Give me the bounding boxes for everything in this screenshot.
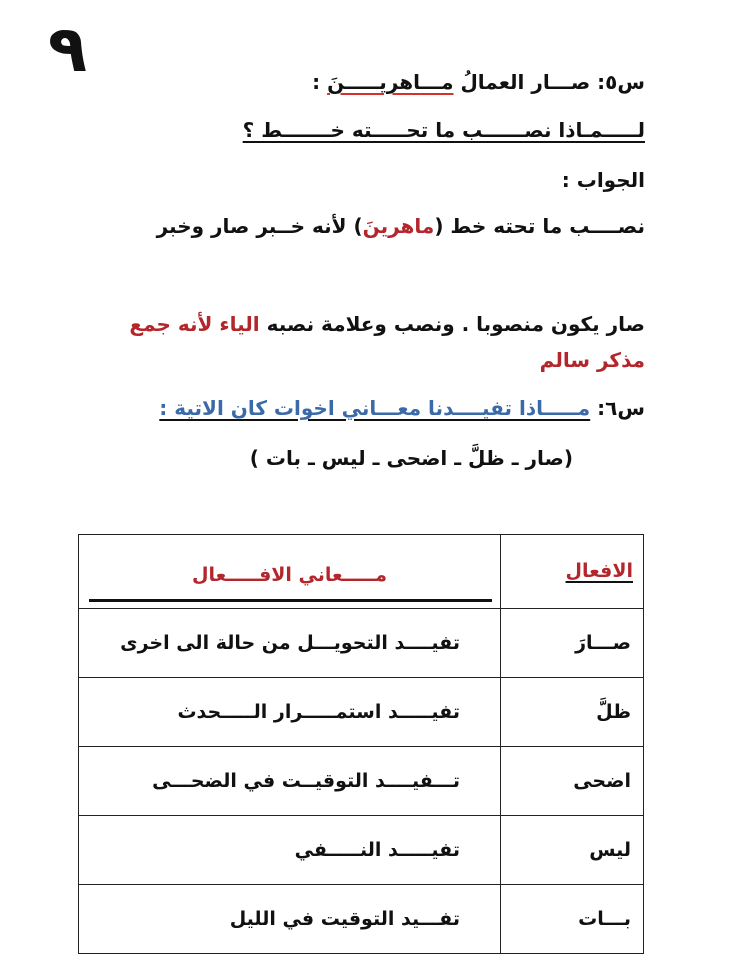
- verb-cell: ليس: [501, 816, 644, 885]
- meanings-column-header: [79, 535, 501, 609]
- header-rule: [89, 599, 492, 602]
- meaning-cell: تفـــيد التوقيت في الليل: [79, 885, 501, 954]
- answer-line-2-start: صار يكون منصوبا . ونصب وعلامة نصبه: [259, 312, 645, 336]
- verbs-header-label: الافعال: [565, 559, 633, 582]
- table-row: [79, 885, 644, 954]
- question-6-line: [159, 396, 645, 420]
- meaning-cell: تفيــــد التحويـــل من حالة الى اخرى: [79, 609, 501, 678]
- meaning-cell: تـــفيــــد التوقيــت في الضحـــى: [79, 747, 501, 816]
- answer-highlight-word: ماهرينَ: [362, 214, 435, 238]
- page-number: ٩: [48, 13, 88, 87]
- answer-line-2: [129, 312, 645, 336]
- meanings-table: [78, 534, 644, 954]
- question-5-line: [312, 70, 645, 94]
- question-5-colon: :: [312, 70, 328, 94]
- table-row: [79, 747, 644, 816]
- table-row: [79, 678, 644, 747]
- verb-cell: اضحى: [501, 747, 644, 816]
- verb-cell: ظلَّ: [501, 678, 644, 747]
- meanings-header-label: مـــــعاني الافـــــعال: [192, 564, 387, 586]
- verbs-column-header: [501, 535, 644, 609]
- question-5-sentence: صـــار العمالُ: [453, 70, 591, 94]
- question-6-text: مـــــاذا تفيــــدنا معـــاني اخوات كان الاتية :: [159, 396, 591, 420]
- question-5-underlined-word: مـــاهريـــــنَ: [327, 70, 454, 94]
- question-5-text: لـــــمـاذا نصــــــب ما تحـــــته خـــــــط ؟: [242, 118, 645, 142]
- verbs-list: (صار ـ ظلَّ ـ اضحى ـ ليس ـ بات ): [249, 446, 573, 470]
- table-header-row: [79, 535, 644, 609]
- table-row: [79, 816, 644, 885]
- meaning-cell: تفيـــــد النـــــفي: [79, 816, 501, 885]
- question-6-label: س٦:: [590, 396, 645, 420]
- answer-line-1-end: ) لأنه خــبر صار وخبر: [156, 214, 363, 238]
- meaning-cell: تفيـــــد استمـــــرار الـــــحدث: [79, 678, 501, 747]
- question-5-label: س٥:: [590, 70, 645, 94]
- answer-line-1-start: نصــــب ما تحته خط (: [434, 214, 645, 238]
- answer-line-3: مذكر سالم: [539, 348, 645, 372]
- verb-cell: صـــارَ: [501, 609, 644, 678]
- answer-label: الجواب :: [561, 168, 645, 192]
- answer-line-2-highlight: الياء لأنه جمع: [129, 312, 260, 336]
- verb-cell: بـــات: [501, 885, 644, 954]
- table-row: [79, 609, 644, 678]
- answer-line-1: [157, 214, 645, 238]
